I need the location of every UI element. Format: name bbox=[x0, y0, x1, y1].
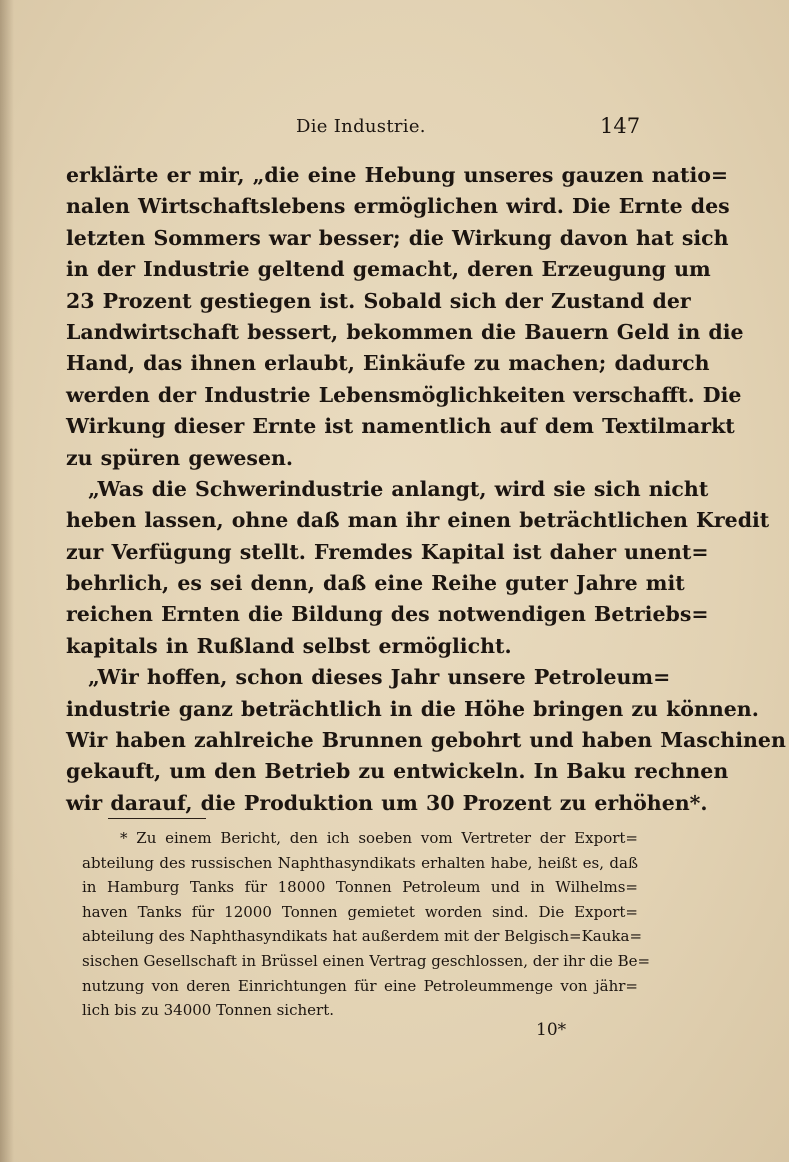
text-line: werden der Industrie Lebensmöglichkeiten verschafft. Die bbox=[66, 382, 742, 407]
text-line: kapitals in Rußland selbst ermöglicht. bbox=[66, 633, 512, 658]
text-line: industrie ganz beträchtlich in die Höhe bringen zu können. bbox=[66, 696, 759, 721]
running-title: Die Industrie. bbox=[296, 116, 426, 137]
text-line: „Was die Schwerindustrie anlangt, wird sie sich nicht bbox=[88, 476, 709, 501]
text-line: zur Verfügung stellt. Fremdes Kapital ist daher unent= bbox=[66, 539, 709, 564]
running-header bbox=[0, 112, 789, 142]
text-line: Wir haben zahlreiche Brunnen gebohrt und haben Maschinen bbox=[66, 728, 786, 753]
text-line: zu spüren gewesen. bbox=[66, 445, 294, 470]
text-line: in der Industrie geltend gemacht, deren Erzeugung um bbox=[66, 257, 711, 282]
footnote-line: lich bis zu 34000 Tonnen sichert. bbox=[82, 1001, 335, 1020]
footnote-line: abteilung des russischen Naphthasyndikats erhalten habe, heißt es, daß bbox=[82, 853, 638, 872]
text-line: 23 Prozent gestiegen ist. Sobald sich der Zustand der bbox=[66, 288, 691, 313]
footnote-line: * Zu einem Bericht, den ich soeben vom Vertreter der Export= bbox=[120, 829, 638, 847]
text-line: heben lassen, ohne daß man ihr einen beträchtlichen Kredit bbox=[66, 508, 770, 533]
footnote-divider bbox=[108, 818, 206, 819]
text-line: Wirkung dieser Ernte ist namentlich auf dem Textilmarkt bbox=[66, 414, 735, 439]
text-line: erklärte er mir, „die eine Hebung unseres gauzen natio= bbox=[66, 163, 729, 187]
binding-edge-shadow bbox=[0, 0, 14, 1162]
text-line: reichen Ernten die Bildung des notwendigen Betriebs= bbox=[66, 602, 709, 627]
text-line: nalen Wirtschaftslebens ermöglichen wird. Die Ernte des bbox=[66, 194, 730, 219]
text-line: letzten Sommers war besser; die Wirkung davon hat sich bbox=[66, 225, 729, 250]
text-line: wir darauf, die Produktion um 30 Prozent zu erhöhen*. bbox=[66, 790, 708, 815]
body-text bbox=[66, 160, 786, 819]
footnote-line: in Hamburg Tanks für 18000 Tonnen Petroleum und in Wilhelms= bbox=[82, 878, 638, 897]
text-line: gekauft, um den Betrieb zu entwickeln. In Baku rechnen bbox=[66, 759, 729, 784]
page-number: 147 bbox=[600, 114, 641, 138]
footnote-line: haven Tanks für 12000 Tonnen gemietet worden sind. Die Export= bbox=[82, 902, 638, 921]
text-line: Hand, das ihnen erlaubt, Einkäufe zu machen; dadurch bbox=[66, 351, 710, 376]
footnote-line: abteilung des Naphthasyndikats hat außerdem mit der Belgisch=Kauka= bbox=[82, 927, 643, 946]
text-line: „Wir hoffen, schon dieses Jahr unsere Petroleum= bbox=[88, 665, 671, 690]
signature-mark: 10* bbox=[536, 1020, 567, 1040]
text-line: behrlich, es sei denn, daß eine Reihe guter Jahre mit bbox=[66, 571, 685, 596]
footnote-line: nutzung von deren Einrichtungen für eine Petroleummenge von jähr= bbox=[82, 976, 638, 995]
text-line: Landwirtschaft bessert, bekommen die Bauern Geld in die bbox=[66, 319, 744, 344]
footnote-line: sischen Gesellschaft in Brüssel einen Vertrag geschlossen, der ihr die Be= bbox=[82, 951, 651, 970]
footnote bbox=[82, 826, 651, 1023]
